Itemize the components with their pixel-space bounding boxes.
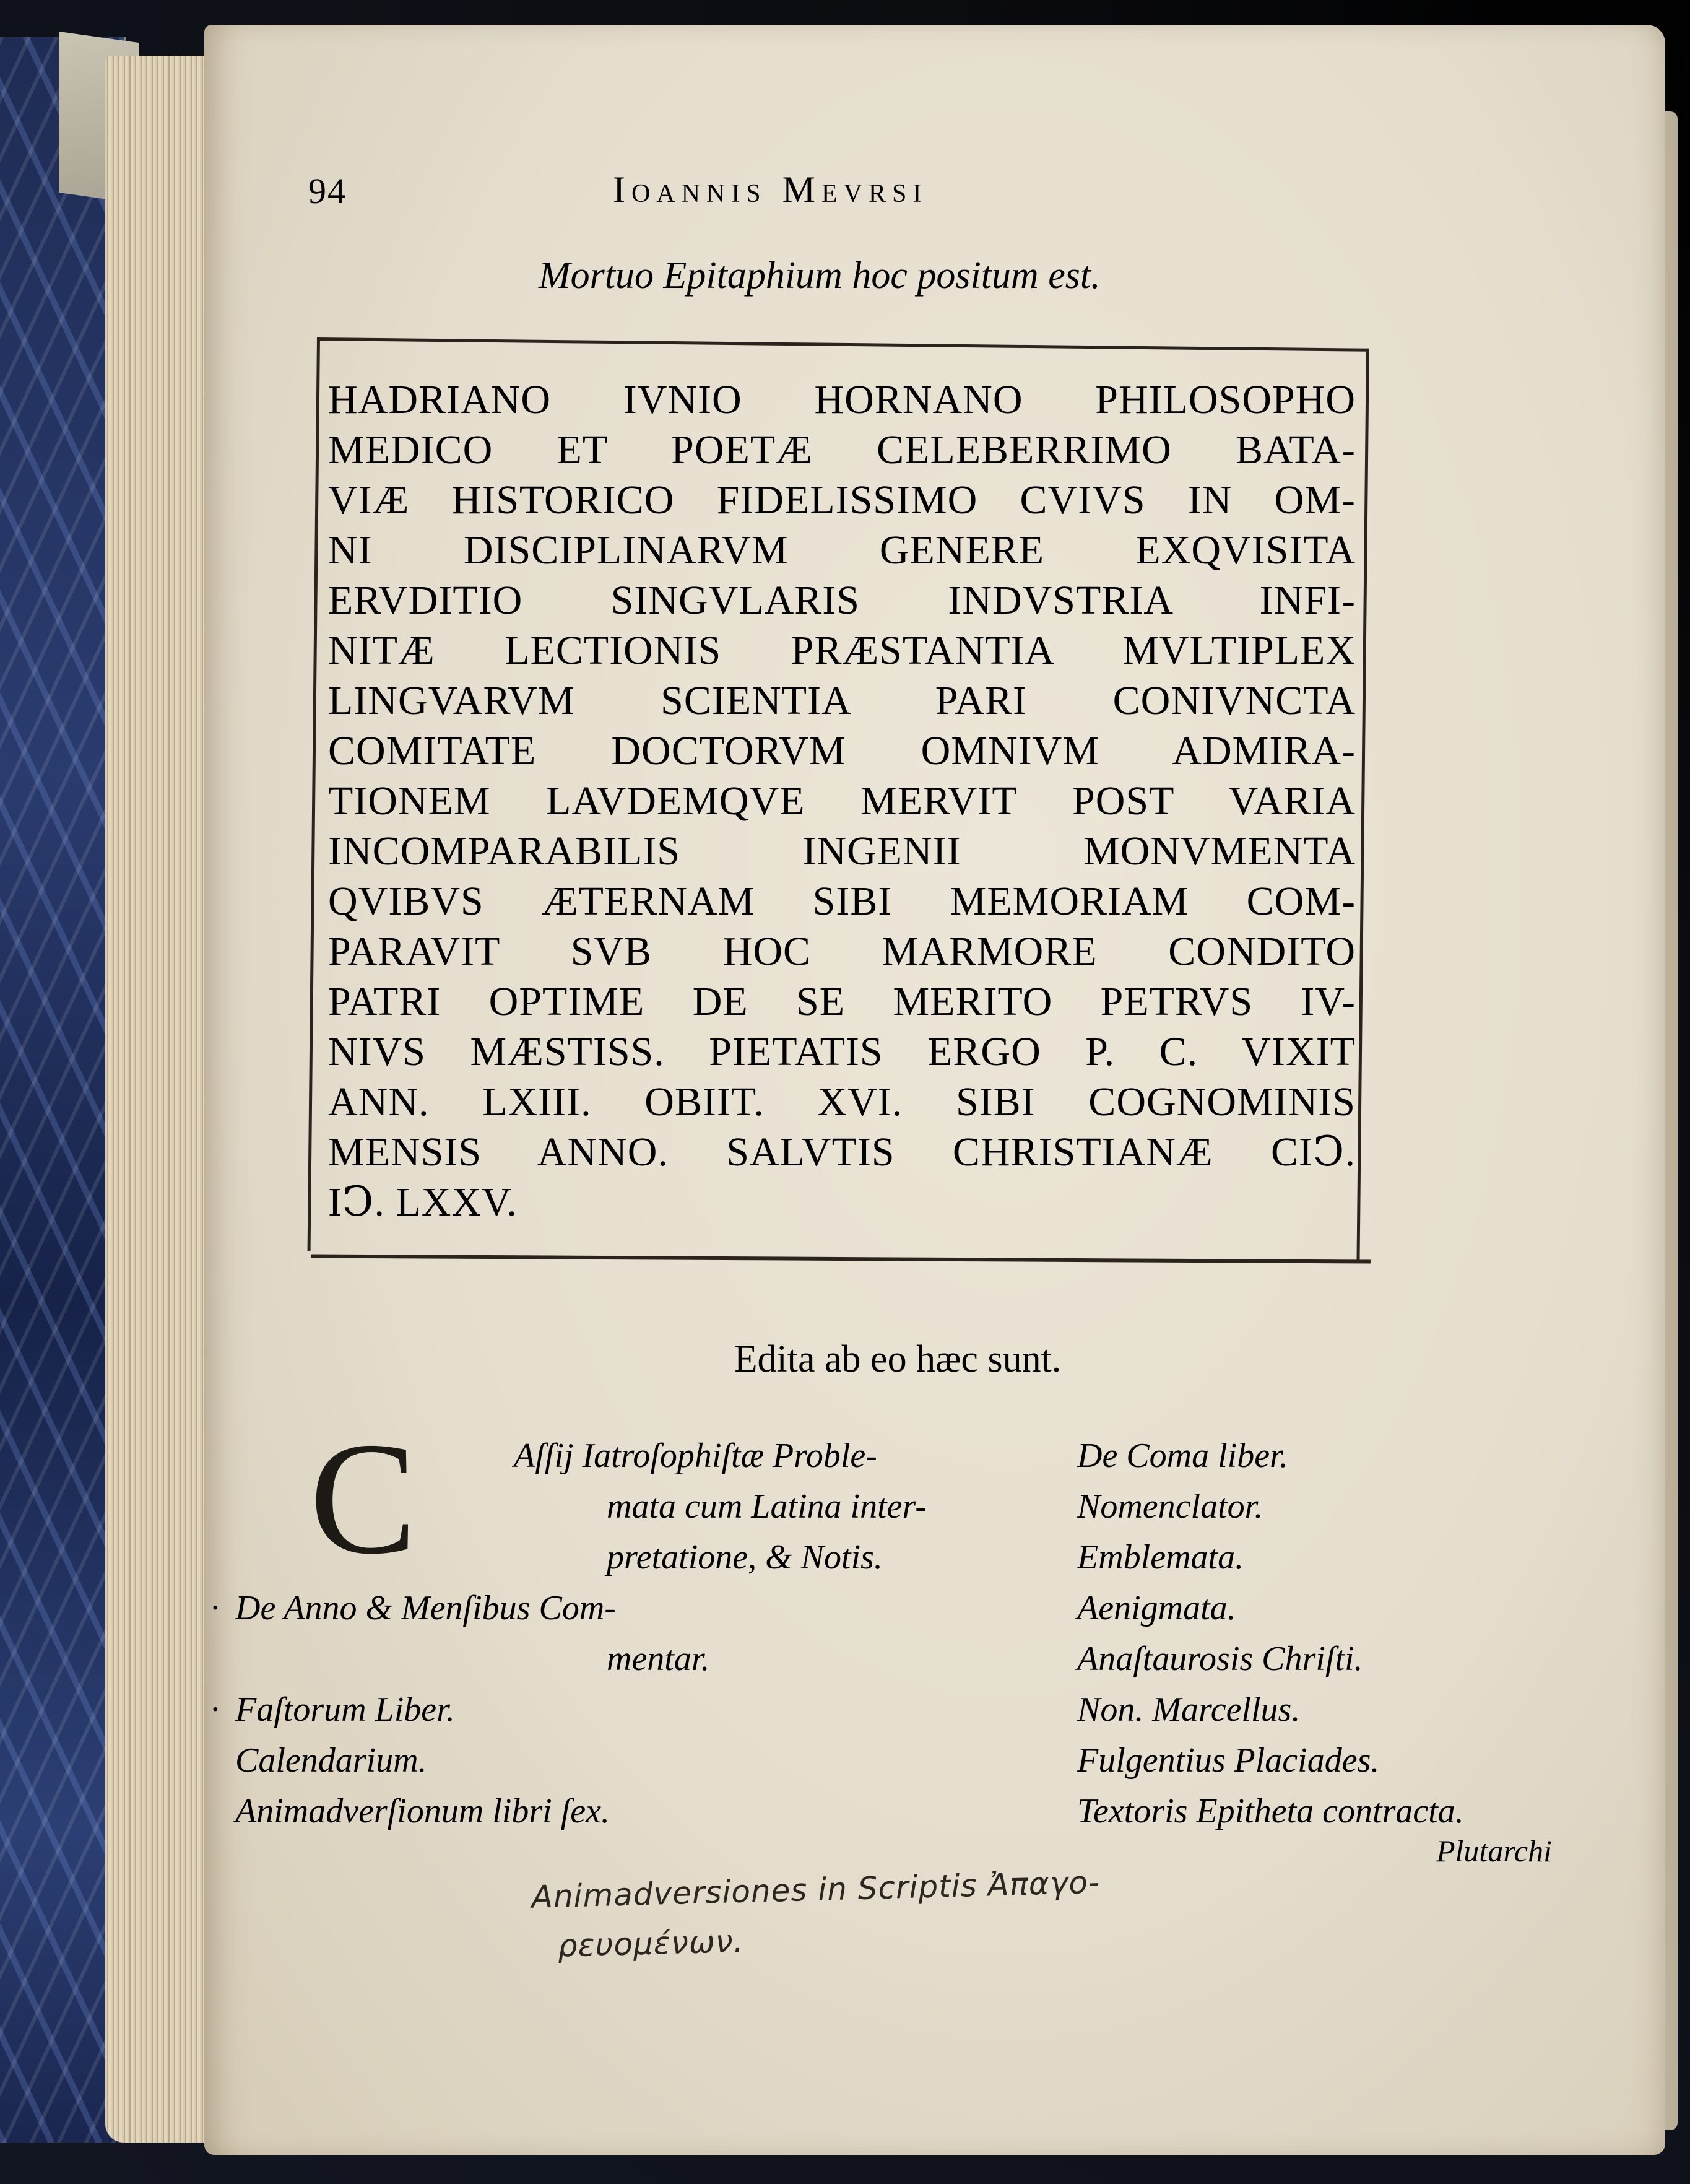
work-entry-continuation: pretatione, & Notis. xyxy=(607,1538,883,1577)
works-left-column xyxy=(235,1430,1028,1837)
drop-cap: C xyxy=(310,1409,417,1588)
catchword: Plutarchi xyxy=(1436,1834,1553,1868)
work-entry: Calendarium. xyxy=(235,1741,427,1780)
work-entry: De Coma liber. xyxy=(1077,1437,1288,1475)
work-entry: Aſſij Iatroſophiſtæ Proble- xyxy=(514,1437,877,1475)
work-entry: Textoris Epitheta contracta. xyxy=(1077,1792,1464,1830)
page-number: 94 xyxy=(308,171,347,211)
epitaph-line: VIÆ HISTORICO FIDELISSIMO CVIVS IN OM- xyxy=(328,477,1356,523)
epitaph-line: NITÆ LECTIONIS PRÆSTANTIA MVLTIPLEX xyxy=(328,628,1356,673)
running-head: Ioannis Mevrsi xyxy=(613,169,928,210)
work-entry: Non. Marcellus. xyxy=(1077,1690,1301,1729)
work-entry-continuation: mata cum Latina inter- xyxy=(607,1487,927,1526)
work-entry: Aenigmata. xyxy=(1077,1589,1236,1627)
epitaph-line: HADRIANO IVNIO HORNANO PHILOSOPHO xyxy=(328,377,1356,422)
work-entry: Anaſtaurosis Chriſti. xyxy=(1077,1640,1363,1678)
epitaph-line: QVIBVS ÆTERNAM SIBI MEMORIAM COM- xyxy=(328,879,1356,924)
epitaph-line: TIONEM LAVDEMQVE MERVIT POST VARIA xyxy=(328,778,1356,824)
epitaph-line: ERVDITIO SINGVLARIS INDVSTRIA INFI- xyxy=(328,578,1356,623)
work-entry: Nomenclator. xyxy=(1077,1487,1263,1526)
epitaph-line: MENSIS ANNO. SALVTIS CHRISTIANÆ CIↃ. xyxy=(328,1129,1356,1175)
epitaph-line: LINGVARVM SCIENTIA PARI CONIVNCTA xyxy=(328,678,1356,723)
work-entry: Animadverſionum libri ſex. xyxy=(235,1792,610,1830)
epitaph-line: NI DISCIPLINARVM GENERE EXQVISITA xyxy=(328,528,1356,573)
handwritten-annotation xyxy=(531,1855,1184,1990)
annotation-line: ρευομένων. xyxy=(557,1923,745,1964)
epitaph-line: ANN. LXIII. OBIIT. XVI. SIBI COGNOMINIS xyxy=(328,1079,1356,1125)
page-edges xyxy=(105,56,217,2143)
work-entry: · De Anno & Menſibus Com- xyxy=(210,1583,1028,1634)
work-entry-continuation: mentar. xyxy=(607,1640,710,1678)
works-right-column xyxy=(1077,1430,1572,1837)
epitaph-line: PATRI OPTIME DE SE MERITO PETRVS IV- xyxy=(328,979,1356,1024)
work-entry: Fulgentius Placiades. xyxy=(1077,1741,1380,1780)
epitaph-text xyxy=(328,375,1356,1227)
epitaph-line: PARAVIT SVB HOC MARMORE CONDITO xyxy=(328,929,1356,974)
work-entry: · Faſtorum Liber. xyxy=(210,1684,1028,1735)
annotation-line: Animadversiones in Scriptis Ἀπαγο- xyxy=(531,1864,1101,1915)
epitaph-line: IↃ. LXXV. xyxy=(328,1180,518,1225)
epitaph-line: COMITATE DOCTORVM OMNIVM ADMIRA- xyxy=(328,728,1356,773)
epitaph-line: MEDICO ET POETÆ CELEBERRIMO BATA- xyxy=(328,427,1356,472)
work-entry: Emblemata. xyxy=(1077,1538,1244,1577)
epitaph-line: INCOMPARABILIS INGENII MONVMENTA xyxy=(328,829,1356,874)
epitaph-line: NIVS MÆSTISS. PIETATIS ERGO P. C. VIXIT xyxy=(328,1029,1356,1074)
epitaph-subheading: Mortuo Epitaphium hoc positum est. xyxy=(539,255,1101,297)
works-heading: Edita ab eo hæc sunt. xyxy=(734,1338,1062,1380)
